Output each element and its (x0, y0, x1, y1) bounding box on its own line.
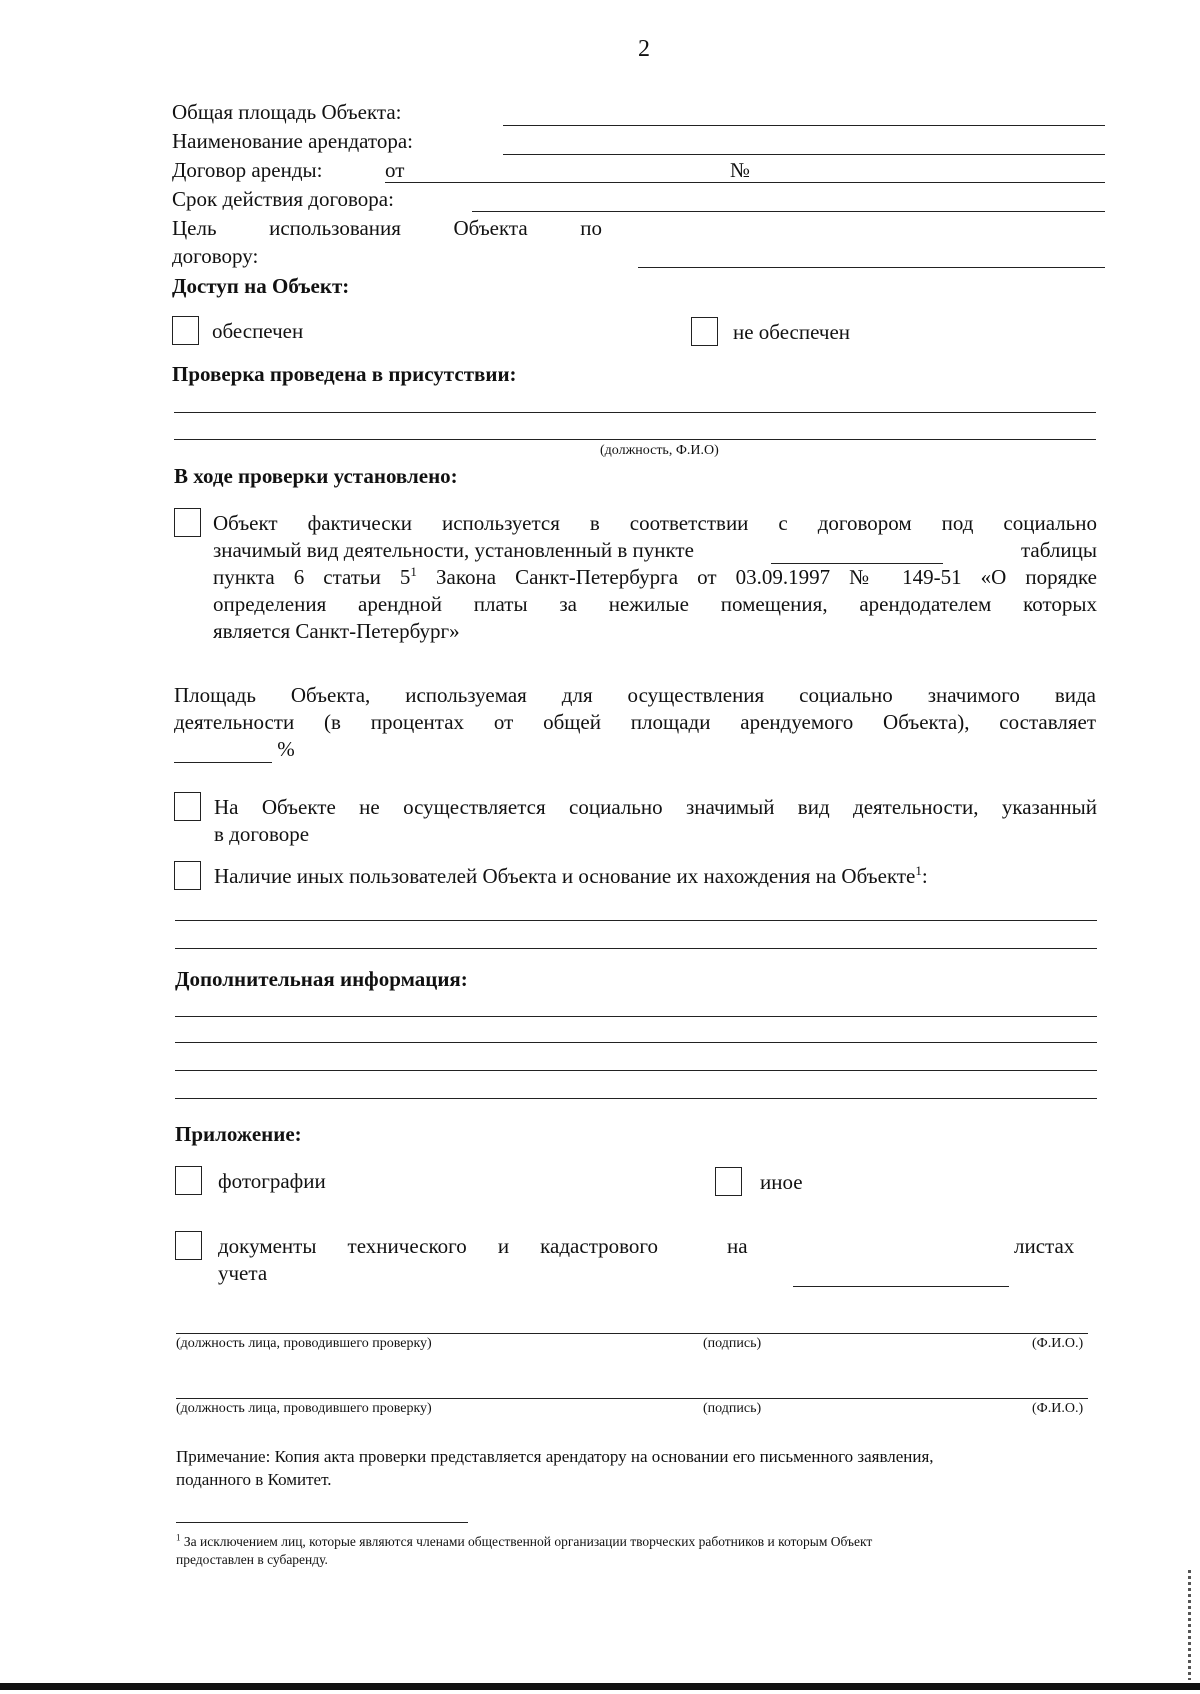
social-use-line-part: значимый вид деятельности, установленный в пункте (213, 538, 694, 562)
lease-from-label: от (385, 158, 405, 182)
area-percent-field[interactable] (174, 742, 272, 763)
additional-field-line-4[interactable] (175, 1098, 1097, 1099)
purpose-label-line1 (172, 215, 602, 242)
percent-sign: % (277, 737, 295, 761)
access-heading: Доступ на Объект: (172, 274, 350, 298)
footnote-line: предоставлен в субаренду. (176, 1552, 328, 1567)
additional-heading: Дополнительная информация: (175, 967, 468, 991)
access-not-provided-label: не обеспечен (733, 320, 851, 344)
findings-heading: В ходе проверки установлено: (174, 464, 458, 488)
tech-docs-line: документы технического и кадастрового (218, 1234, 658, 1258)
sheets-count-field[interactable] (793, 1286, 1009, 1287)
purpose-word: использования (269, 216, 401, 240)
law-ref-part: Закона Санкт-Петербурга от 03.09.1997 № 149-51 «О порядке (416, 565, 1097, 589)
tenant-name-label: Наименование арендатора: (172, 129, 413, 153)
footnote-text: За исключением лиц, которые являются членами общественной организации творческих работников и которым Объект (183, 1534, 873, 1549)
access-provided-label: обеспечен (212, 319, 304, 343)
no-social-use-text (214, 794, 1097, 848)
social-use-line (213, 564, 1097, 591)
signer1-signature-caption: (подпись) (703, 1336, 762, 1351)
purpose-field[interactable] (638, 267, 1105, 268)
law-ref-sup: 1 (410, 564, 417, 579)
purpose-word: по (580, 216, 602, 240)
attachment-heading: Приложение: (175, 1122, 302, 1146)
clause-field[interactable] (771, 543, 943, 564)
footnote-separator (176, 1522, 468, 1523)
other-users-text (214, 863, 928, 890)
law-ref-part: пункта 6 статьи 5 (213, 565, 411, 589)
presence-field-line-1[interactable] (174, 412, 1096, 413)
social-use-line-part: таблицы (1021, 538, 1097, 562)
area-percent-line (174, 736, 1096, 763)
other-users-checkbox[interactable] (174, 861, 201, 890)
sheets-on-label: на (727, 1234, 748, 1258)
lease-label: Договор аренды: (172, 158, 323, 182)
other-users-sup: 1 (915, 863, 922, 878)
total-area-field[interactable] (503, 125, 1105, 126)
total-area-label: Общая площадь Объекта: (172, 100, 402, 124)
other-users-colon: : (921, 864, 928, 888)
other-users-field-line-1[interactable] (175, 920, 1097, 921)
signer1-name-caption: (Ф.И.О.) (1032, 1336, 1084, 1351)
additional-field-line-1[interactable] (175, 1016, 1097, 1017)
no-social-use-line: На Объекте не осуществляется социально значимый вид деятельности, указанный (214, 795, 1097, 819)
no-social-use-line: в договоре (214, 822, 310, 846)
tech-docs-text (218, 1233, 658, 1287)
other-users-label: Наличие иных пользователей Объекта и основание их нахождения на Объекте (214, 864, 916, 888)
footnote-line (176, 1533, 1094, 1551)
social-use-checkbox[interactable] (174, 508, 201, 537)
purpose-word: Объекта (453, 216, 528, 240)
scan-edge-marks (1188, 1570, 1191, 1680)
social-use-line: Объект фактически используется в соответствии с договором под социально (213, 511, 1097, 535)
purpose-word: Цель (172, 216, 217, 240)
tech-docs-line: учета (218, 1261, 268, 1285)
purpose-label-line2: договору: (172, 244, 259, 268)
page-number: 2 (638, 36, 650, 62)
signer2-position-caption: (должность лица, проводившего проверку) (176, 1401, 432, 1416)
access-provided-checkbox[interactable] (172, 316, 199, 345)
area-paragraph (174, 682, 1096, 763)
photos-label: фотографии (218, 1169, 326, 1193)
footnote (176, 1533, 1094, 1569)
signer2-name-caption: (Ф.И.О.) (1032, 1401, 1084, 1416)
other-users-field-line-2[interactable] (175, 948, 1097, 949)
presence-field-line-2[interactable] (174, 439, 1096, 440)
signature-line-2[interactable] (176, 1398, 1088, 1399)
lease-number-sign: № (730, 158, 751, 182)
term-label: Срок действия договора: (172, 187, 394, 211)
presence-caption: (должность, Ф.И.О) (600, 443, 719, 458)
social-use-text (213, 510, 1097, 645)
no-social-use-checkbox[interactable] (174, 792, 201, 821)
additional-field-line-2[interactable] (175, 1042, 1097, 1043)
other-attachment-checkbox[interactable] (715, 1167, 742, 1196)
additional-field-line-3[interactable] (175, 1070, 1097, 1071)
signer1-position-caption: (должность лица, проводившего проверку) (176, 1336, 432, 1351)
other-attachment-label: иное (760, 1170, 803, 1194)
social-use-line: определения арендной платы за нежилые помещения, арендодателем которых (213, 592, 1097, 616)
area-line: деятельности (в процентах от общей площади арендуемого Объекта), составляет (174, 710, 1096, 734)
scan-edge-bar (0, 1683, 1200, 1690)
area-line: Площадь Объекта, используемая для осуществления социально значимого вида (174, 683, 1096, 707)
tenant-name-field[interactable] (503, 154, 1105, 155)
term-field[interactable] (472, 211, 1105, 212)
note (176, 1445, 1108, 1491)
photos-checkbox[interactable] (175, 1166, 202, 1195)
note-line: поданного в Комитет. (176, 1470, 332, 1489)
sheets-label: листах (1014, 1234, 1075, 1258)
presence-heading: Проверка проведена в присутствии: (172, 362, 517, 386)
footnote-mark: 1 (176, 1532, 181, 1543)
note-line: Примечание: Копия акта проверки представляется арендатору на основании его письменного заявления, (176, 1447, 934, 1466)
signer2-signature-caption: (подпись) (703, 1401, 762, 1416)
social-use-line (213, 537, 1097, 564)
tech-docs-checkbox[interactable] (175, 1231, 202, 1260)
access-not-provided-checkbox[interactable] (691, 317, 718, 346)
signature-line-1[interactable] (176, 1333, 1088, 1334)
social-use-line: является Санкт-Петербург» (213, 619, 460, 643)
